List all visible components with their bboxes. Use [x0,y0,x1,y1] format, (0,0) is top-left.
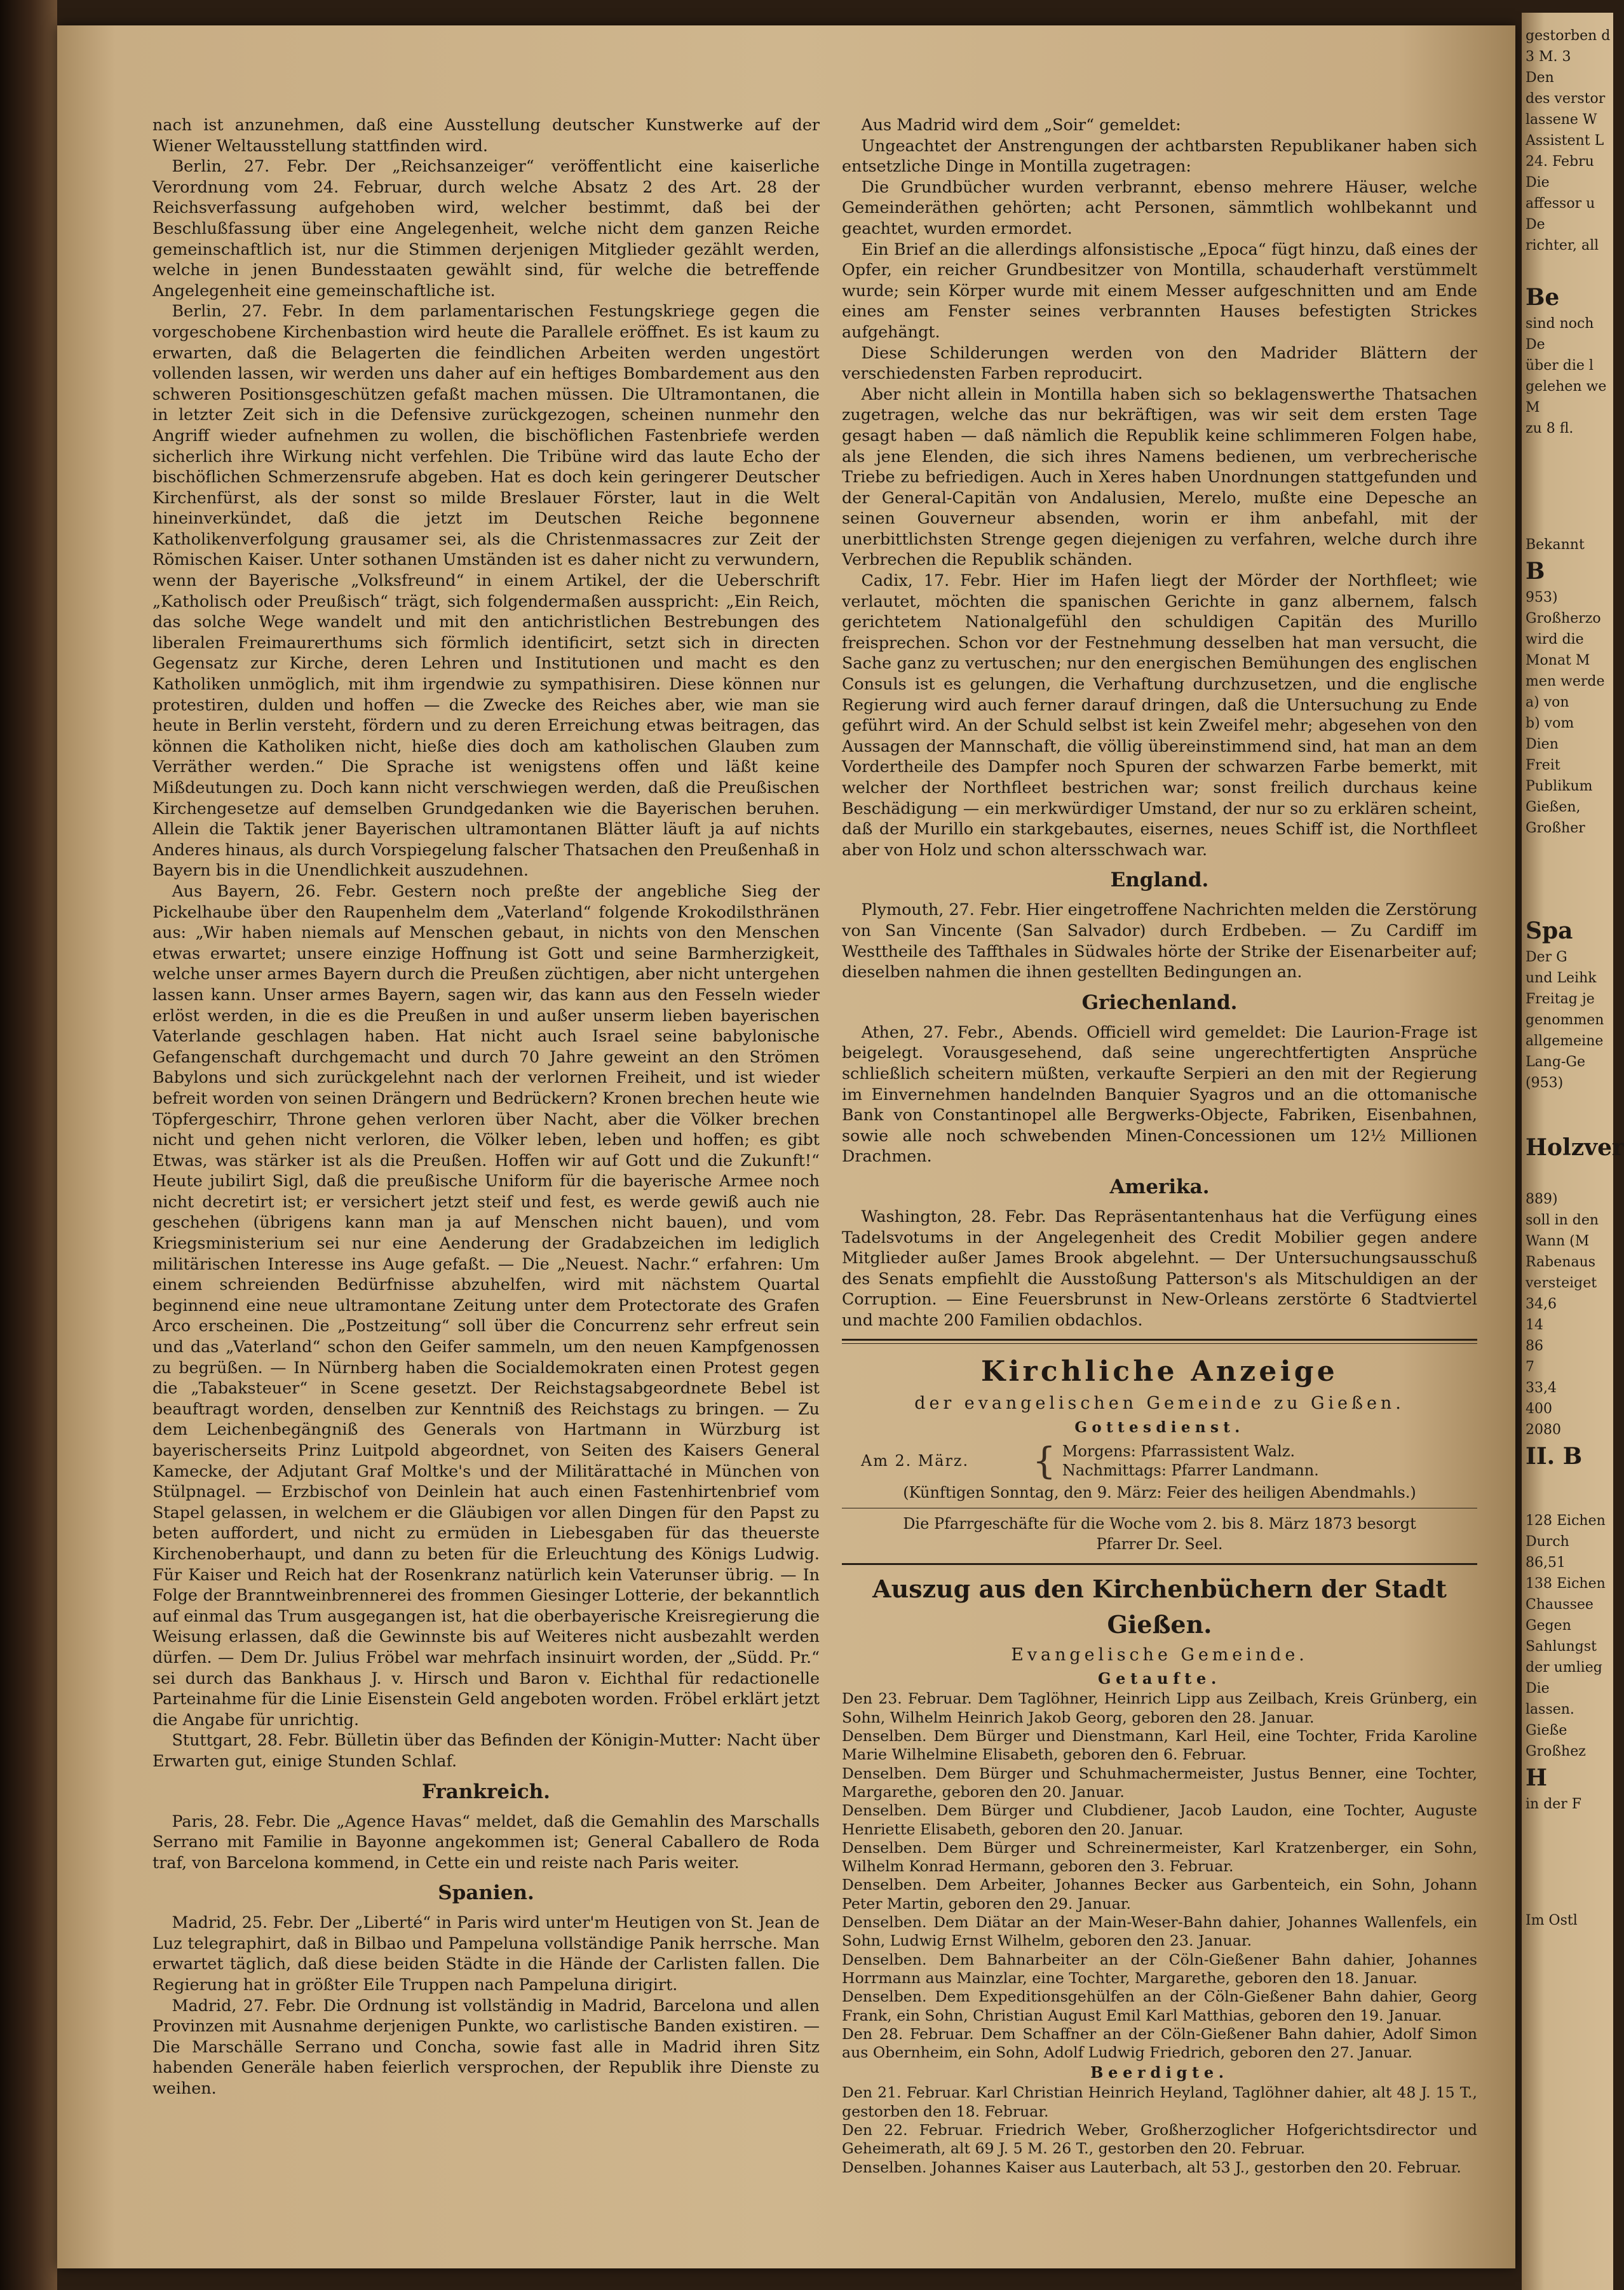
adjacent-page-fragment: Den [1526,70,1554,86]
pastoral-duty: Die Pfarrgeschäfte für die Woche vom 2. bis 8. März 1873 besorgt [903,1515,1416,1533]
registry-entry: Denselben. Dem Bahnarbeiter an der Cöln-Gießener Bahn dahier, Johannes Horrmann aus Mainzlar, eine Tochter, Margarethe, geboren den 18. Januar. [842,1950,1477,1987]
article-athen: Athen, 27. Febr., Abends. Officiell wird gemeldet: Die Laurion-Frage ist beigelegt. Vorausgesehend, daß seine ungerechtfertigten Ansprüche schließlich scheitern müßten, verkaufte Serpieri an den mit der Regierung im Einvernehmen handelnden Banquier Syagros und an die ottomanische Bank von Constantinopel alle Bergwerks-Objecte, Fabriken, Eisenbahnen, sowie alle noch schwebenden Minen-Concessionen um 12½ Millionen Drachmen. [842,1022,1477,1166]
section-divider [842,1339,1477,1344]
adjacent-page-fragment: Freitag je [1526,991,1595,1007]
registry-entry: Denselben. Dem Bürger und Schreinermeister, Karl Kratzenberger, ein Sohn, Wilhelm Konrad Hermann, geboren den 3. Februar. [842,1838,1477,1876]
section-heading-america: Amerika. [1109,1175,1210,1198]
adjacent-page-fragment: Großher [1526,820,1585,836]
church-notice [842,1353,1477,1554]
adjacent-page-fragment: 33,4 [1526,1380,1557,1396]
adjacent-page-fragment: B [1526,558,1545,585]
left-column [152,114,820,2099]
adjacent-page-fragment: men werde [1526,674,1605,689]
church-registry [842,1571,1477,2176]
next-sunday-note: (Künftigen Sonntag, den 9. März: Feier des heiligen Abendmahls.) [903,1484,1416,1502]
adjacent-page-fragment: Freit [1526,757,1560,773]
newspaper-page [57,25,1515,2268]
adjacent-page-fragment: Holzver [1526,1134,1624,1161]
registry-entry: Denselben. Johannes Kaiser aus Lauterbach, alt 53 J., gestorben den 20. Februar. [842,2158,1461,2176]
adjacent-page-fragment: Wann (M [1526,1233,1590,1249]
adjacent-page-fragment: lassen. [1526,1702,1574,1718]
adjacent-page-fragment: lassene W [1526,112,1597,128]
article-plymouth: Plymouth, 27. Febr. Hier eingetroffene Nachrichten melden die Zerstörung von San Vincente (San Salvador) durch Erdbeben. — Zu Cardiff im Westtheile des Taffthales in Südwales hörte der Strike der Eisenarbeiter auf; dieselben nahmen die ihnen gestellten Bedingungen an. [842,900,1477,982]
pastoral-duty-pastor: Pfarrer Dr. Seel. [1096,1535,1223,1554]
article-stuttgart: Stuttgart, 28. Febr. Bülletin über das Befinden der Königin-Mutter: Nacht über Erwarten gut, einige Stunden Schlaf. [152,1730,820,1770]
adjacent-page-fragment: Lang-Ge [1526,1054,1586,1070]
adjacent-page-fragment: Gieße [1526,1723,1567,1738]
adjacent-page-fragment: richter, all [1526,238,1599,254]
section-heading-greece: Griechenland. [1081,991,1238,1014]
adjacent-page-fragment: in der F [1526,1796,1582,1812]
book-binding-edge [0,0,57,2290]
adjacent-page-fragment: H [1526,1765,1548,1791]
service-afternoon: Nachmittags: Pfarrer Landmann. [1062,1461,1319,1480]
article-madrid-2: Madrid, 27. Febr. Die Ordnung ist vollständig in Madrid, Barcelona und allen Provinzen mit Ausnahme derjenigen Punkte, wo carlistische Banden existiren. — Die Marschälle Serrano und Concha, sowie fast alle in Madrid ihren Sitz habenden Generäle haben feierlich versprochen, der Republik ihre Dienste zu weihen. [152,1995,820,2098]
section-divider [842,1563,1477,1565]
article-cadix: Cadix, 17. Febr. Hier im Hafen liegt der Mörder der Northfleet; wie verlautet, möchten die spanischen Gerichte in ganz albernem, falsch gerichtetem Nationalgefühl den schuldigen Capitän des Murillo freisprechen. Schon vor der Festnehmung desselben hat man versucht, die Sache ganz zu vertuschen; nur den energischen Bemühungen des englischen Consuls ist es gelungen, die Verhaftung durchzusetzen, und die englische Regierung wird auch ferner darauf dringen, daß die Untersuchung zu Ende geführt wird. An der Schuld selbst ist kein Zweifel mehr; abgesehen von den Aussagen der Mannschaft, die völlig übereinstimmend sind, hat man an dem Vordertheile des Dampfer noch Spuren der schwarzen Farbe bemerkt, mit welcher der Northfleet bestrichen war; sonst freilich durchaus keine Beschädigung — ein merkwürdiger Umstand, der nur so zu erklären scheint, daß der Murillo ein starkgebautes, eisernes, neues Schiff ist, die Northfleet aber von Holz und schon altersschwach war. [842,571,1477,859]
article-berlin-2: Berlin, 27. Febr. In dem parlamentarischen Festungskriege gegen die vorgeschobene Kirchenbastion wird heute die Parallele eröffnet. Es ist kaum zu erwarten, daß die Belagerten die feindlichen Arbeiten werden ungestört vollenden lassen, wir werden uns daher auf ein heftiges Bombardement aus den schweren Positionsgeschützen gefaßt machen müssen. Die Ultramontanen, die in letzter Zeit sich in die Defensive zurückgezogen, scheinen nunmehr den Angriff wieder aufnehmen zu wollen, die bischöflichen Fastenbriefe werden sicherlich ihre Wirkung nicht verfehlen. Die Tribüne wird das laute Echo der bischöflichen Schmerzensrufe abgeben. Hat es doch kein geringerer Deutscher Kirchenfürst, als der sonst so milde Breslauer Förster, laut in die Welt hineinverkündet, daß die jetzt im Deutschen Reiche begonnene Katholikenverfolgung grausamer sei, als die Christenmassacres zur Zeit der Römischen Kaiser. Unter sothanen Umständen ist es daher nicht zu verwundern, wenn der Bayerische „Volksfreund“ in einem Artikel, der die Ueberschrift „Katholisch oder Preußisch“ trägt, sich folgendermaßen ausspricht: „Ein Reich, das solche Wege wandelt und mit den antichristlichen Bestrebungen des liberalen Freimaurerthums sich förmlich identificirt, setzt sich in directen Gegensatz zur Kirche, deren Lehren und Institutionen und macht es den Katholiken unmöglich, mit ihm irgendwie zu sympathisiren. Diese können nur protestiren, dulden und hoffen — die Zwecke des Reiches aber, wie man sie heute in Berlin versteht, fördern und zu deren Erreichung etwas beitragen, das können die Katholiken nicht, hieße dies doch am katholischen Glauben zum Verräther werden.“ Die Sprache ist wenigstens offen und läßt keine Mißdeutungen zu. Doch kann nicht verschwiegen werden, daß die Preußischen Kirchengesetze auf demselben Grundgedanken wie die Bayerischen beruhen. Allein die Taktik jener Bayerischen ultramontanen Blätter läuft ja auf nichts Anderes hinaus, als durch Vorspiegelung falscher Thatsachen den Preußenhaß in Bayern bis in die Unendlichkeit auszudehnen. [152,301,820,880]
buried-heading: Beerdigte. [1090,2063,1229,2082]
adjacent-page-fragment: Großherzo [1526,611,1601,627]
adjacent-page-fragment: der umlieg [1526,1660,1602,1676]
registry-entry: Denselben. Dem Bürger und Schuhmachermeister, Justus Benner, eine Tochter, Margarethe, geboren den 20. Januar. [842,1764,1477,1801]
adjacent-page-fragment: 3 M. 3 [1526,49,1571,65]
adjacent-page-edge [1522,13,1624,2290]
adjacent-page-fragment: gestorben d [1526,28,1611,44]
adjacent-page-fragment: Assistent L [1526,133,1604,149]
adjacent-page-fragment: Spa [1526,918,1573,944]
adjacent-page-fragment: affessor u [1526,196,1595,212]
brace-icon: { [1032,1439,1056,1483]
adjacent-page-fragment: Be [1526,284,1560,311]
adjacent-page-fragment: 889) [1526,1191,1558,1207]
baptized-heading: Getaufte. [1097,1669,1221,1688]
adjacent-page-fragment: a) von [1526,694,1569,710]
adjacent-page-fragment: wird die [1526,632,1584,647]
adjacent-page-fragment: Gegen [1526,1618,1571,1634]
service-heading: Gottesdienst. [1074,1419,1245,1437]
right-column [842,114,1477,2177]
registry-entry: Denselben. Dem Bürger und Clubdiener, Jacob Laudon, eine Tochter, Auguste Henriette Elisabeth, geboren den 20. Januar. [842,1801,1477,1838]
article-paragraph: Die Grundbücher wurden verbrannt, ebenso mehrere Häuser, welche Gemeinderäthen gehörten; acht Personen, sämmtlich wohlbekannt und geachtet, wurden ermordet. [842,177,1477,238]
article-paragraph: Ungeachtet der Anstrengungen der achtbarsten Republikaner haben sich entsetzliche Dinge in Montilla zugetragen: [842,135,1477,176]
article-paragraph: Aber nicht allein in Montilla haben sich so beklagenswerthe Thatsachen zugetragen, welche das nur bekräftigen, was wir seit dem ersten Tage gesagt haben — daß nämlich die Republik keine schlimmeren Folgen habe, als jene Elenden, die sich ihres Namens bedienen, um verbrecherische Triebe zu befriedigen. Auch in Xeres haben Unordnungen stattgefunden und der General-Capitän von Andalusien, Merelo, mußte eine Depesche an seinen Gouverneur absenden, worin er ihm anbefahl, mit der unerbittlichsten Strenge gegen diejenigen zu verfahren, welche durch ihre Verbrechen die Republik schänden. [842,384,1477,569]
adjacent-page-fragment: Die [1526,1681,1550,1697]
registry-title: Auszug aus den Kirchenbüchern der Stadt Gießen. [872,1575,1447,1639]
adjacent-page-fragment: Bekannt [1526,537,1585,553]
registry-entry: Den 23. Februar. Dem Taglöhner, Heinrich Lipp aus Zeilbach, Kreis Grünberg, ein Sohn, Wilhelm Heinrich Jakob Georg, geboren den 28. Januar. [842,1690,1477,1726]
adjacent-page-fragment: 138 Eichen [1526,1576,1606,1592]
adjacent-page-fragment: De [1526,217,1545,233]
adjacent-page-fragment: Dien [1526,736,1559,752]
adjacent-page-fragment: allgemeine [1526,1033,1604,1049]
adjacent-page-fragment: Großhez [1526,1744,1586,1759]
section-heading-england: England. [1110,869,1209,892]
registry-entry: Den 21. Februar. Karl Christian Heinrich Heyland, Taglöhner dahier, alt 48 J. 15 T., gestorben den 18. Februar. [842,2083,1477,2120]
adjacent-page-fragment: genommen [1526,1012,1604,1028]
adjacent-page-fragment: Der G [1526,949,1567,965]
registry-subtitle: Evangelische Gemeinde. [1011,1645,1308,1665]
adjacent-page-fragment: Chaussee [1526,1597,1594,1613]
adjacent-page-fragment: Die [1526,175,1550,191]
adjacent-page-fragment: M [1526,400,1540,416]
adjacent-page-fragment: 128 Eichen [1526,1513,1606,1529]
section-heading-france: Frankreich. [422,1780,550,1803]
adjacent-page-fragment: gelehen we [1526,379,1607,395]
adjacent-page-fragment: soll in den [1526,1212,1599,1228]
article-berlin-1: Berlin, 27. Febr. Der „Reichsanzeiger“ veröffentlicht eine kaiserliche Verordnung vom 24. Februar, durch welche Absatz 2 des Art. 28 der Reichsverfassung aufgehoben wird, welcher bestimmt, daß bei der Beschlußfassung über eine Angelegenheit, welche nicht dem ganzen Reiche gemeinschaftlich ist, nur die Stimmen derjenigen Mitglieder gezählt werden, welche in jenen Bundesstaaten gewählt sind, für welche die betreffende Angelegenheit eine gemeinschaftliche ist. [152,156,820,300]
service-schedule [842,1439,1477,1483]
adjacent-page-fragments [1522,25,1624,1931]
registry-entry: Den 28. Februar. Dem Schaffner an der Cöln-Gießener Bahn dahier, Adolf Simon aus Obernheim, ein Sohn, Adolf Ludwig Friedrich, geboren den 27. Januar. [842,2024,1477,2062]
adjacent-page-fragment: 86,51 [1526,1555,1566,1571]
registry-entry: Denselben. Dem Expeditionsgehülfen an der Cöln-Gießener Bahn dahier, Georg Frank, ein Sohn, Christian August Emil Karl Matthias, geboren den 19. Januar. [842,1988,1477,2024]
adjacent-page-fragment: 7 [1526,1359,1534,1375]
service-morning: Morgens: Pfarrassistent Walz. [1062,1442,1296,1461]
adjacent-page-fragment: 24. Febru [1526,154,1594,170]
article-bayern: Aus Bayern, 26. Febr. Gestern noch preßte der angebliche Sieg der Pickelhaube über den Raupenhelm dem „Vaterland“ folgende Krokodilsthränen aus: „Wir haben niemals auf Menschen gebaut, in nichts von den Menschen etwas erwartet; unsere einzige Hoffnung ist Gott und seine Barmherzigkeit, welche unser armes Bayern durch die Preußen züchtigen, aber nicht untergehen lassen kann. Unser armes Bayern, sagen wir, das kann aus den Fesseln wieder erlöst werden, in die es die Preußen in und außer unserm lieben bayerischen Vaterlande geschlagen haben. Hat nicht auch Israel seine babylonische Gefangenschaft durchgemacht und durch 70 Jahre geweint an den Strömen Babylons und sich zurückgelehnt nach der verlornen Freiheit, und ist wieder befreit worden von seinen Drängern und Bedrückern? Kronen brechen heute wie Töpfergeschirr, Throne gehen verloren über Nacht, aber die Völker brechen nicht und gehen nicht verloren, die Völker leben, leben und hoffen; es gibt Etwas, was stärker ist als die Preußen. Hoffen wir auf Gott und die Zukunft!“ Heute jubilirt Sigl, daß die preußische Uniform für die bayerische Armee noch nicht decretirt ist; er versichert jetzt steif und fest, es werde gewiß auch nie geschehen (übrigens kann man ja auf Menschen nicht bauen), und vom Kriegsministerium sei nur eine Aenderung der Gradabzeichen im lediglich militärischen Interesse ins Auge gefaßt. — Die „Neuest. Nachr.“ erfahren: Um einem schreienden Bedürfnisse abzuhelfen, wird mit nächstem Quartal beginnend eine neue ultramontane Zeitung unter dem Protectorate des Grafen Arco erscheinen. Die „Postzeitung“ soll über die Concurrenz sehr erfreut sein und das „Vaterland“ schon den Geifer sammeln, um den neuen Kampfgenossen zu begrüßen. — In Nürnberg haben die Socialdemokraten einen Protest gegen die „Tabaksteuer“ in Scene gesetzt. Der Reichstagsabgeordnete Bebel ist beauftragt worden, denselben zur Kenntniß des Reichstags zu bringen. — Zu dem Leichenbegängniß des Generals von Hartmann in Würzburg ist bayerischerseits Prinz Luitpold abgeordnet, von Seiten des Kaisers General Kamecke, der Adjutant Graf Moltke's und der Militärattaché in München von Stülpnagel. — Erzbischof von Deinlein hat auch einen Fastenhirtenbrief vom Stapel gelassen, in welchem er die Gläubigen vor allen Dingen für den Papst zu beten auffordert, und nicht zu ermüden in Liebesgaben für das theuerste Kirchenoberhaupt, und dann zu beten für die Erleuchtung des Königs Ludwig. Für Kaiser und Reich hat der Rosenkranz natürlich kein Vaterunser übrig. — In Folge der Branntweinbrennerei des frommen Giesinger Lotterie, der bekanntlich auf einmal das Trum ausgegangen ist, hat die oberbayerische Kreisregierung die Weisung erlassen, daß die Gewinnste bis auf Weiteres nicht ausbezahlt werden dürfen. — Dem Dr. Julius Fröbel war mehrfach insinuirt worden, der „Südd. Pr.“ sei durch das Bankhaus J. v. Hirsch und Baron v. Eichthal für redactionelle Parteinahme für die Linie Eisenstein Geld angeboten worden. Fröbel erklärt jetzt die Angabe für unrichtig. [152,881,820,1729]
adjacent-page-fragment: sind noch [1526,316,1594,332]
adjacent-page-fragment: Durch [1526,1534,1569,1550]
article-paragraph: Ein Brief an die allerdings alfonsistische „Epoca“ fügt hinzu, daß eines der Opfer, ein reicher Grundbesitzer von Montilla, schauderhaft verstümmelt wurde; sein Körper wurde mit einem Messer aufgeschnitten und am Ende eines am Fenster seines verbrannten Hauses befestigten Strickes aufgehängt. [842,239,1477,341]
adjacent-page-fragment: Sahlungst [1526,1639,1597,1655]
adjacent-page-fragment: 953) [1526,590,1558,606]
adjacent-page-fragment: (953) [1526,1075,1564,1091]
adjacent-page-fragment: Im Ostl [1526,1913,1578,1928]
article-washington: Washington, 28. Febr. Das Repräsentantenhaus hat die Verfügung eines Tadelsvotums in der Angelegenheit des Credit Mobilier gegen andere Mitglieder außer James Brook abgelehnt. — Der Untersuchungsausschuß des Senats empfiehlt die Ausstoßung Patterson's als Mitschuldigen an der Corruption. — Eine Feuersbrunst in New-Orleans zerstörte 6 Stadtviertel und machte 200 Familien obdachlos. [842,1206,1477,1329]
adjacent-page-fragment: 34,6 [1526,1296,1557,1312]
section-heading-spain: Spanien. [438,1881,534,1905]
adjacent-page-fragment: 2080 [1526,1422,1561,1438]
adjacent-page-fragment: b) vom [1526,715,1574,731]
adjacent-page-fragment: 400 [1526,1401,1552,1417]
adjacent-page-fragment: über die l [1526,358,1594,374]
article-paragraph: Diese Schilderungen werden von den Madrider Blättern der verschiedensten Farben reproducirt. [842,342,1477,383]
service-date: Am 2. März. [861,1452,969,1470]
church-notice-subtitle: der evangelischen Gemeinde zu Gießen. [914,1393,1405,1414]
adjacent-page-fragment: Publikum [1526,778,1593,794]
adjacent-page-fragment: Gießen, [1526,799,1581,815]
adjacent-page-fragment: Monat M [1526,653,1590,668]
adjacent-page-fragment: 86 [1526,1338,1543,1354]
adjacent-page-fragment: Rabenaus [1526,1254,1596,1270]
registry-entry: Denselben. Dem Diätar an der Main-Weser-Bahn dahier, Johannes Wallenfels, ein Sohn, Ludwig Ernst Wilhelm, geboren den 23. Januar. [842,1913,1477,1950]
article-paris: Paris, 28. Febr. Die „Agence Havas“ meldet, daß die Gemahlin des Marschalls Serrano mit Familie in Bayonne angekommen ist; General Caballero de Roda traf, von Barcelona kommend, in Cette ein und reiste nach Paris weiter. [152,1811,820,1872]
article-paragraph: nach ist anzunehmen, daß eine Ausstellung deutscher Kunstwerke auf der Wiener Weltausstellung stattfinden wird. [152,115,820,155]
article-madrid-soir: Aus Madrid wird dem „Soir“ gemeldet: [861,115,1181,134]
church-notice-title: Kirchliche Anzeige [980,1355,1339,1388]
adjacent-page-fragment: 14 [1526,1317,1543,1333]
registry-entry: Denselben. Dem Arbeiter, Johannes Becker aus Garbenteich, ein Sohn, Johann Peter Martin, geboren den 29. Januar. [842,1876,1477,1913]
adjacent-page-fragment: des verstor [1526,91,1606,107]
registry-entry: Denselben. Dem Bürger und Dienstmann, Karl Heil, eine Tochter, Frida Karoline Marie Wilhelmine Elisabeth, geboren den 6. Februar. [842,1727,1477,1764]
adjacent-page-fragment: versteiget [1526,1275,1597,1291]
registry-entry: Den 22. Februar. Friedrich Weber, Großherzoglicher Hofgerichtsdirector und Geheimerath, alt 69 J. 5 M. 26 T., gestorben den 20. Februar. [842,2121,1477,2158]
adjacent-page-fragment: II. B [1526,1443,1583,1470]
article-madrid-1: Madrid, 25. Febr. Der „Liberté“ in Paris wird unter'm Heutigen von St. Jean de Luz telegraphirt, daß in Bilbao und Pampeluna vollständige Panik herrsche. Man erwartet täglich, daß diese beiden Städte in die Hände der Carlisten fallen. Die Regierung hat in größter Eile Truppen nach Pampeluna dirigirt. [152,1913,820,1995]
adjacent-page-fragment: zu 8 fl. [1526,421,1574,437]
adjacent-page-fragment: und Leihk [1526,970,1597,986]
adjacent-page-fragment: De [1526,337,1545,353]
